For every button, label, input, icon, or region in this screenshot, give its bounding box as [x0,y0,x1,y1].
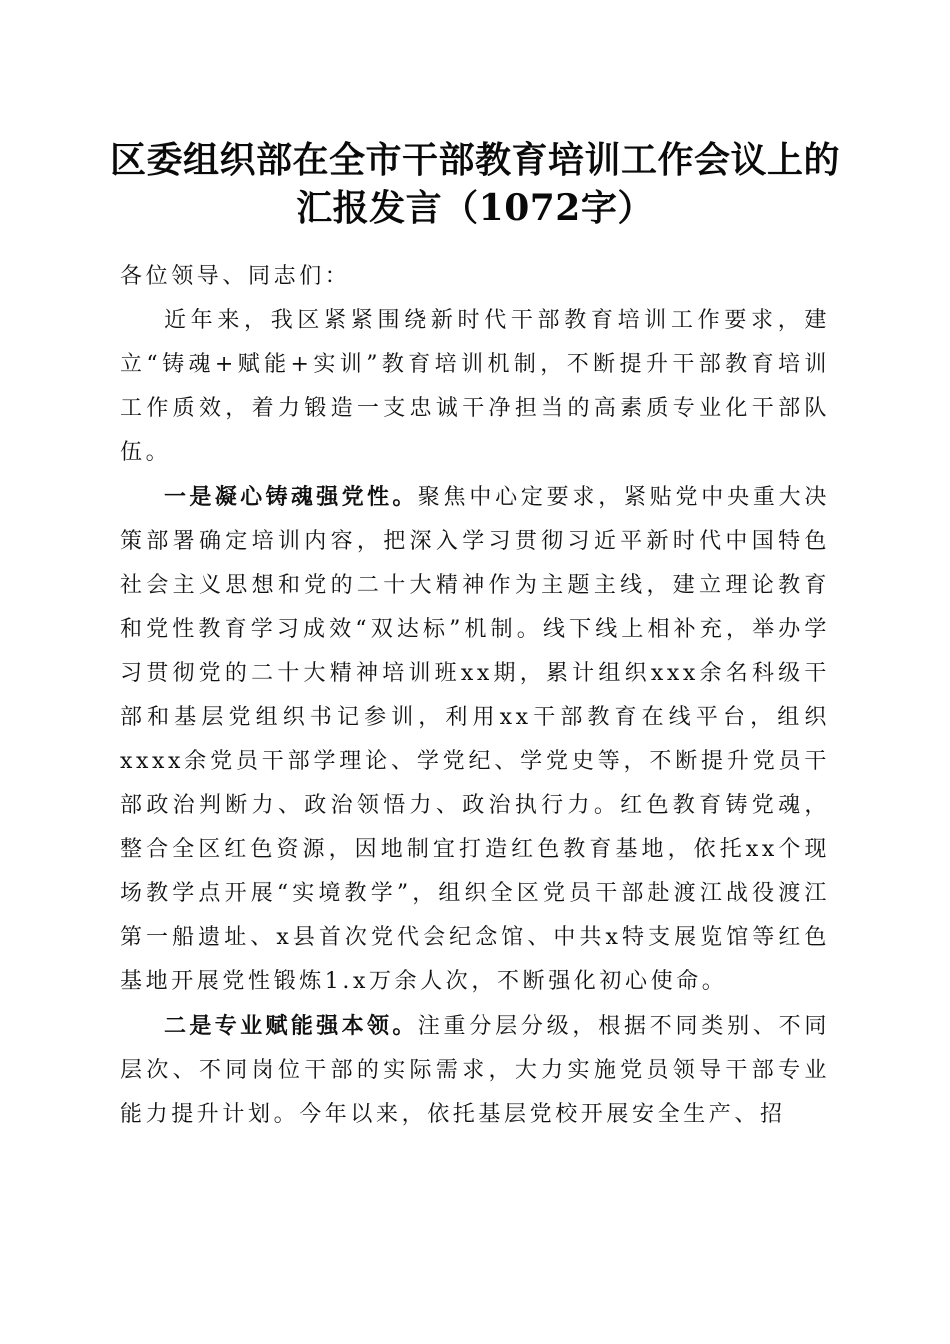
section-lead-2: 二是专业赋能强本领。 [164,1013,418,1039]
section-paragraph-2 [120,1004,830,1137]
greeting: 各位领导、同志们： [120,264,351,289]
document-body [120,255,830,1137]
document-title-line-1: 区委组织部在全市干部教育培训工作会议上的 [109,139,840,181]
section-text-1: 聚焦中心定要求，紧贴党中央重大决策部署确定培训内容，把深入学习贯彻习近平新时代中国特色社会主义思想和党的二十大精神作为主题主线，建立理论教育和党性教育学习成效“双达标”机制。线下线上相补充，举办学习贯彻党的二十大精神培训班xx期，累计组织xxx余名科级干部和基层党组织书记参训，利用xx干部教育在线平台，组织xxxx余党员干部学理论、学党纪、学党史等，不断提升党员干部政治判断力、政治领悟力、政治执行力。红色教育铸党魂，整合全区红色资源，因地制宜打造红色教育基地，依托xx个现场教学点开展“实境教学”，组织全区党员干部赴渡江战役渡江第一船遗址、x县首次党代会纪念馆、中共x特支展览馆等红色基地开展党性锻炼1.x万余人次，不断强化初心使命。 [120,485,830,994]
section-lead-1: 一是凝心铸魂强党性。 [164,484,418,510]
document-title-line-2: 汇报发言（1072字） [296,187,654,229]
section-text-2: 注重分层分级，根据不同类别、不同层次、不同岗位干部的实际需求，大力实施党员领导干部专业能力提升计划。今年以来，依托基层党校开展安全生产、招 [120,1014,830,1127]
intro-paragraph: 近年来，我区紧紧围绕新时代干部教育培训工作要求，建立“铸魂+赋能+实训”教育培训机制，不断提升干部教育培训工作质效，着力锻造一支忠诚干净担当的高素质专业化干部队伍。 [120,308,830,465]
section-paragraph-1 [120,475,830,1004]
